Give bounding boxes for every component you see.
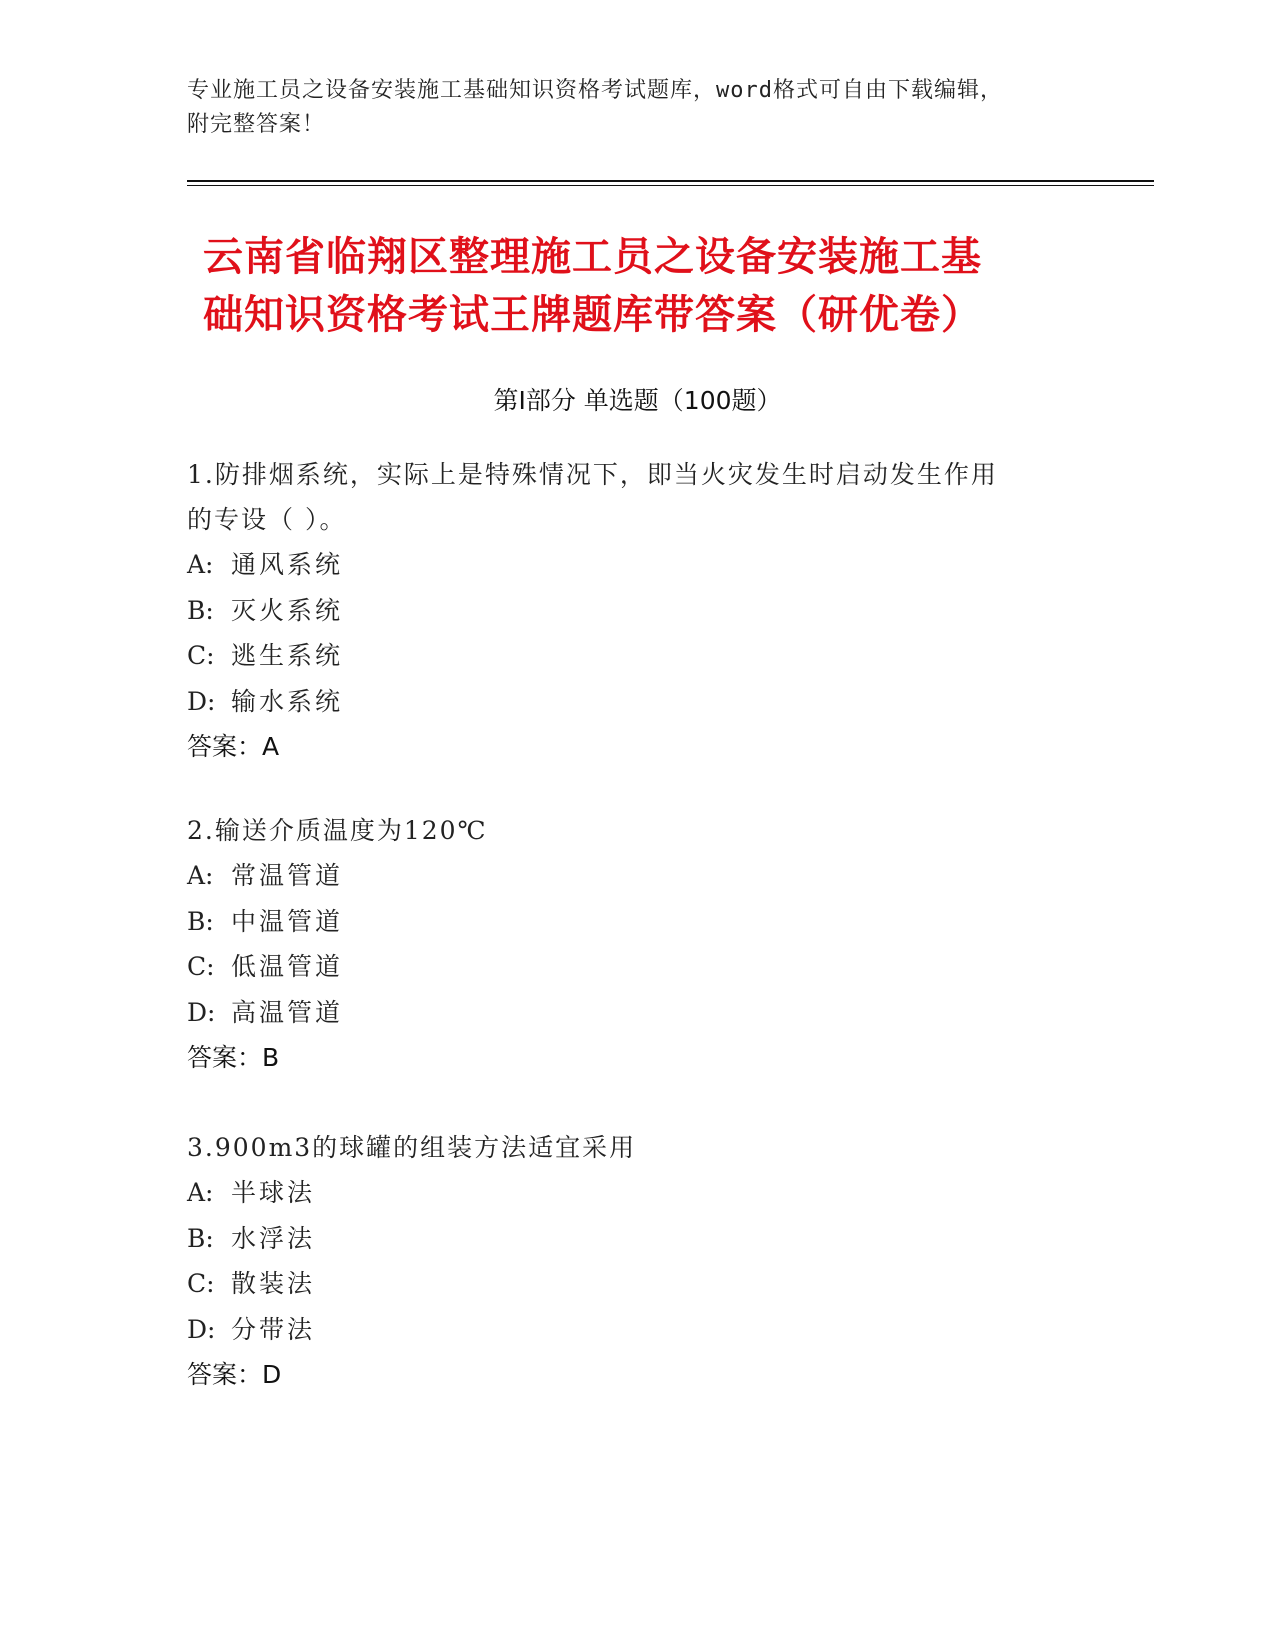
question-1 — [187, 452, 1067, 769]
option-b — [187, 899, 1067, 945]
option-letter: D: — [187, 1314, 216, 1344]
option-letter: D: — [187, 997, 216, 1027]
option-d — [187, 1307, 1067, 1353]
option-letter: C: — [187, 952, 215, 981]
option-text: 常温管道 — [231, 861, 344, 890]
option-text: 散装法 — [231, 1269, 316, 1298]
header-note-line-2: 附完整答案！ — [187, 112, 326, 137]
option-letter: C: — [187, 641, 215, 670]
answer: 答案：A — [187, 732, 280, 761]
option-text: 灭火系统 — [231, 595, 344, 625]
option-c — [187, 633, 1067, 679]
option-letter: A: — [187, 550, 214, 579]
answer: 答案：D — [187, 1360, 282, 1389]
option-letter: D: — [187, 686, 216, 716]
header-divider-thick — [187, 180, 1154, 182]
document-title — [203, 228, 1103, 344]
question-stem-line-2: 的专设（ ）。 — [187, 505, 347, 534]
question-2 — [187, 808, 1067, 1080]
option-letter: B: — [187, 906, 214, 936]
option-a — [187, 853, 1067, 899]
option-d — [187, 990, 1067, 1036]
option-a — [187, 1170, 1067, 1216]
header-note — [187, 74, 1067, 142]
option-text: 分带法 — [231, 1314, 316, 1344]
document-title-line-2: 础知识资格考试王牌题库带答案（研优卷） — [203, 292, 982, 338]
option-text: 中温管道 — [231, 906, 344, 936]
header-divider-thin — [187, 185, 1154, 186]
option-text: 逃生系统 — [231, 641, 344, 670]
option-text: 水浮法 — [231, 1223, 316, 1253]
option-text: 低温管道 — [231, 952, 344, 981]
question-3 — [187, 1125, 1067, 1397]
option-c — [187, 1261, 1067, 1307]
option-letter: A: — [187, 1178, 214, 1207]
answer: 答案：B — [187, 1043, 280, 1072]
option-b — [187, 588, 1067, 634]
option-text: 半球法 — [231, 1178, 316, 1207]
document-title-line-1: 云南省临翔区整理施工员之设备安装施工基 — [203, 234, 982, 280]
question-stem-line-1: 2.输送介质温度为120℃ — [187, 816, 488, 845]
header-note-line-1: 专业施工员之设备安装施工基础知识资格考试题库，word格式可自由下载编辑， — [187, 78, 1003, 103]
option-text: 高温管道 — [231, 997, 344, 1027]
option-letter: B: — [187, 1223, 214, 1253]
option-text: 通风系统 — [231, 550, 344, 579]
option-letter: C: — [187, 1269, 215, 1298]
option-letter: B: — [187, 595, 214, 625]
option-d — [187, 679, 1067, 725]
option-a — [187, 542, 1067, 588]
option-letter: A: — [187, 861, 214, 890]
question-stem-line-1: 1.防排烟系统，实际上是特殊情况下，即当火灾发生时启动发生作用 — [187, 460, 998, 489]
option-c — [187, 944, 1067, 990]
option-text: 输水系统 — [231, 686, 344, 716]
section-title: 第Ⅰ部分 单选题（100题） — [493, 386, 782, 415]
option-b — [187, 1216, 1067, 1262]
question-stem-line-1: 3.900m3的球罐的组装方法适宜采用 — [187, 1133, 637, 1162]
